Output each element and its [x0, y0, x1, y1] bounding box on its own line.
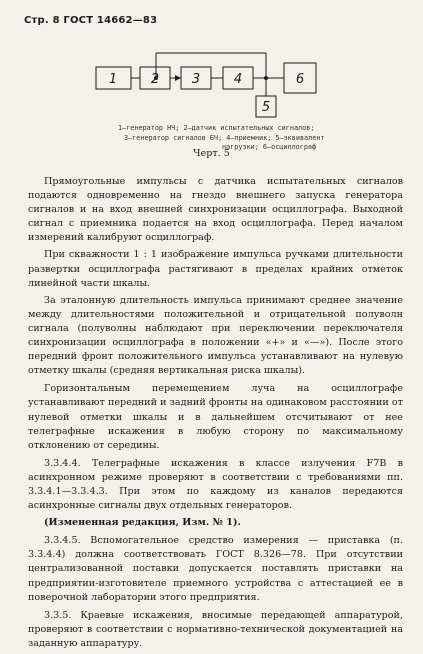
block-3-label: 3 — [191, 72, 201, 87]
paragraph: Горизонтальным перемещением луча на осциллографе устанавливают передний и задний фронты на одинаковом расстоянии от нулевой отметки шкалы и в дальнейшем отсчитывают от нее телеграфные искажения в любую сторону по максимальному отклонению от середины. — [28, 383, 403, 451]
block-1-label: 1 — [108, 72, 118, 87]
paragraph: Прямоугольные импульсы с датчика испытательных сигналов подаются одновременно на гнездо внешнего запуска генератора сигналов и на вход внешней синхронизации осциллографа. Выходной сигнал с приемника подается на вход осциллографа. Перед началом измерений калибруют осциллограф. — [28, 176, 403, 244]
block-diagram — [0, 40, 423, 124]
arrow-into-3 — [175, 75, 181, 81]
block-5-label: 5 — [261, 100, 271, 115]
body-text — [28, 175, 403, 654]
page-header: Стр. 8 ГОСТ 14662—83 — [24, 15, 158, 26]
junction-dot — [264, 76, 268, 80]
legend-line: нагрузки; 6—осциллограф — [222, 143, 317, 151]
paragraph: За эталонную длительность импульса принимают среднее значение между длительностями положительной и отрицательной полуволн сигнала (полуволны наблюдают при переключении переключателя синхронизации осциллографа в положении «+» и «—»). После этого передний фронт положительного импульса устанавливают на нулевую отметку шкалы (средняя вертикальная риска шкалы). — [28, 294, 403, 377]
legend-line: 1—генератор НЧ; 2—датчик испытательных сигналов; — [118, 124, 315, 132]
legend-line: 3—генератор сигналов БЧ; 4—приемник; 5—эквивалент — [124, 133, 325, 142]
block-2-label: 2 — [150, 72, 160, 87]
paragraph: При скважности 1 : 1 изображение импульса ручками длительности развертки осциллографа растягивают в пределах крайних отметок линейной части шкалы. — [28, 249, 403, 289]
paragraph: 3.3.5. Краевые искажения, вносимые передающей аппаратурой, проверяют в соответствии с нормативно-технической документацией на заданную аппаратуру. — [28, 609, 403, 649]
amendment-note: (Измененная редакция, Изм. № 1). — [44, 517, 241, 529]
paragraph: 3.3.4.4. Телеграфные искажения в классе излучения F7B в асинхронном режиме проверяют в соответствии с требованиями пп. 3.3.4.1—3.3.4.3. При этом по каждому из каналов передаются асинхронные сигналы двух отдельных генераторов. — [28, 457, 403, 512]
figure-caption: Черт. 5 — [193, 148, 230, 159]
block-4-label: 4 — [233, 72, 243, 87]
block-6-label: 6 — [295, 72, 305, 87]
paragraph: 3.3.4.5. Вспомогательное средство измерения — приставка (п. 3.3.4.4) должна соответствовать ГОСТ 8.326—78. При отсутствии централизованной поставки допускается поставлять приставки на предприятии-изготовителе приемного устройства с аттестацией ее в поверочной лаборатории этого предприятия. — [28, 535, 403, 603]
